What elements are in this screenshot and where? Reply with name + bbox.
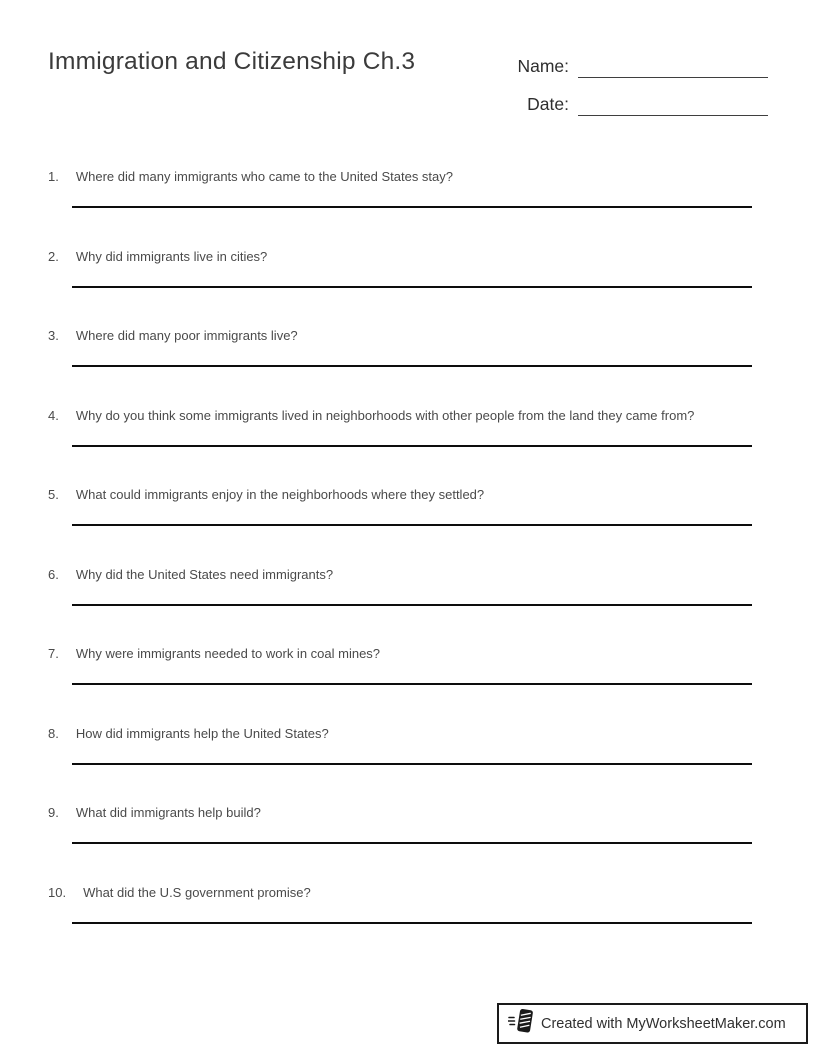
question-text: What did immigrants help build? (75, 805, 261, 820)
question-number: 7. (48, 646, 59, 661)
answer-line (72, 365, 752, 367)
question-number: 6. (48, 566, 59, 582)
question-number: 3. (48, 328, 59, 343)
question-number: 4. (48, 407, 59, 423)
page-title: Immigration and Citizenship Ch.3 (48, 48, 416, 75)
question-item-3 (48, 326, 752, 367)
question-text: Where did many poor immigrants live? (75, 328, 298, 343)
questions-list (0, 167, 816, 924)
name-field-row (507, 55, 768, 78)
answer-line (72, 206, 752, 208)
question-item-4 (48, 406, 752, 447)
question-number: 5. (48, 487, 59, 502)
answer-line (72, 683, 752, 685)
date-blank-line (578, 95, 768, 116)
question-text: What did the U.S government promise? (83, 884, 311, 900)
question-text: Why were immigrants needed to work in coal mines? (75, 646, 381, 661)
question-item-2 (48, 247, 752, 288)
question-item-1 (48, 167, 752, 208)
name-blank-line (578, 57, 768, 78)
question-item-7 (48, 644, 752, 685)
question-item-10 (48, 883, 752, 924)
date-field-row (507, 93, 768, 116)
name-date-fields (507, 55, 768, 131)
question-number: 2. (48, 248, 59, 264)
question-item-9 (48, 803, 752, 844)
name-label: Name: (517, 56, 569, 76)
question-number: 10. (48, 884, 67, 900)
credit-badge[interactable] (497, 1003, 808, 1044)
credit-text: Created with MyWorksheetMaker.com (541, 1015, 786, 1032)
answer-line (72, 842, 752, 844)
date-label: Date: (527, 94, 569, 114)
answer-line (72, 524, 752, 526)
question-text: What could immigrants enjoy in the neighborhoods where they settled? (75, 487, 485, 502)
answer-line (72, 445, 752, 447)
question-number: 1. (48, 169, 59, 184)
question-item-6 (48, 565, 752, 606)
answer-line (72, 604, 752, 606)
question-number: 9. (48, 805, 59, 820)
question-text: How did immigrants help the United States? (75, 725, 329, 741)
answer-line (72, 763, 752, 765)
question-number: 8. (48, 725, 59, 741)
question-text: Why did the United States need immigrants? (75, 566, 334, 582)
answer-line (72, 286, 752, 288)
answer-line (72, 922, 752, 924)
question-text: Where did many immigrants who came to the United States stay? (75, 169, 454, 184)
worksheetmaker-document-icon (508, 1007, 534, 1040)
question-text: Why did immigrants live in cities? (75, 248, 268, 264)
worksheet-header (0, 0, 816, 167)
question-item-5 (48, 485, 752, 526)
question-item-8 (48, 724, 752, 765)
question-text: Why do you think some immigrants lived in neighborhoods with other people from the land they came from? (75, 407, 695, 423)
